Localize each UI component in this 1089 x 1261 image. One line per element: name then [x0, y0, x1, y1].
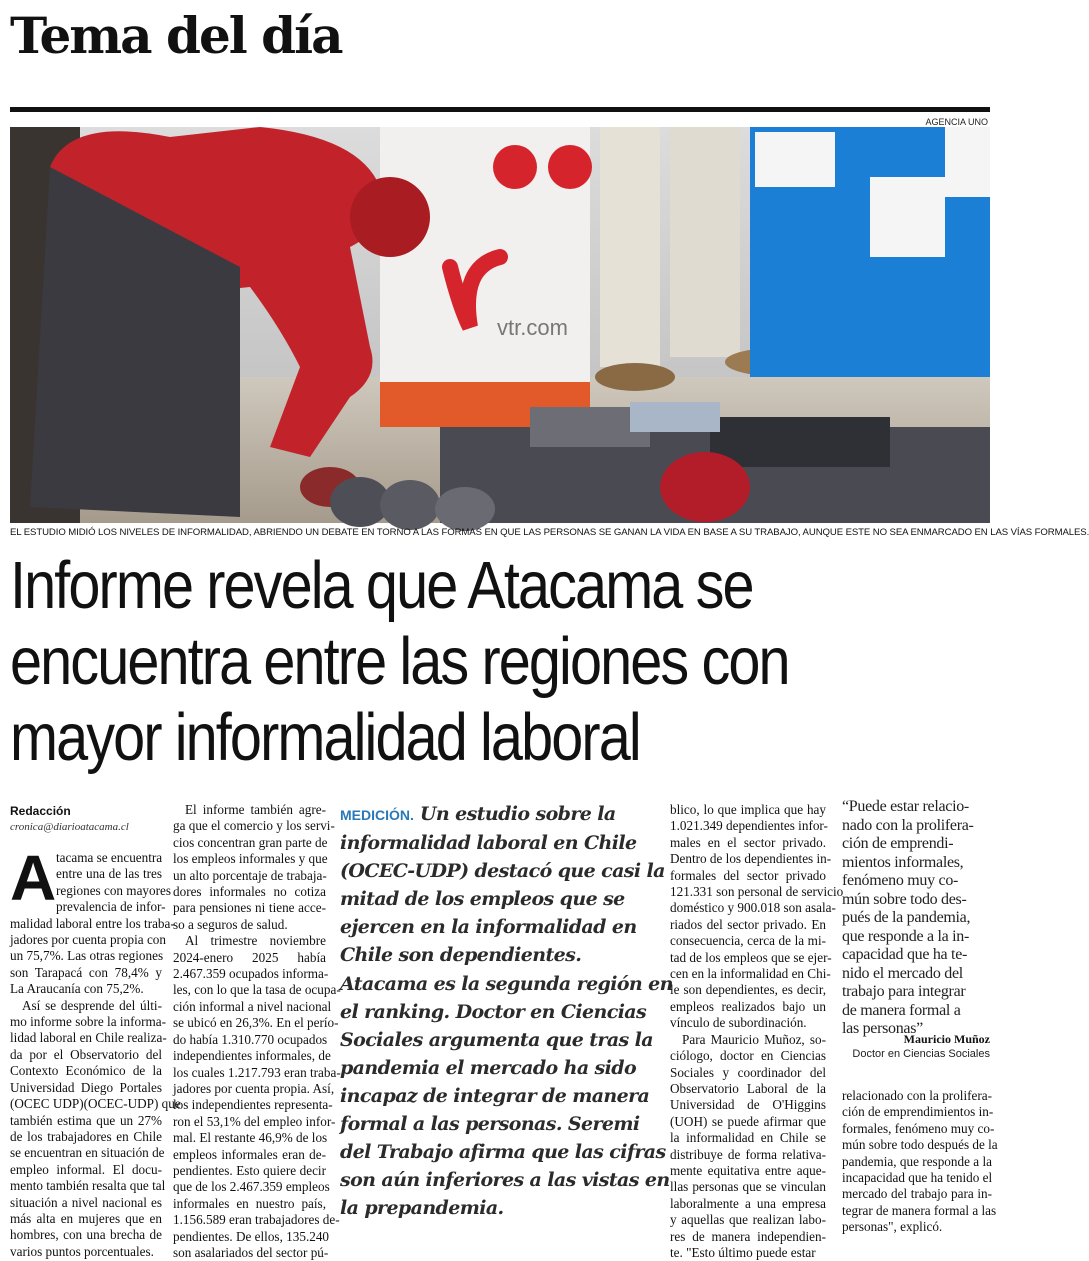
- text-line: y aquellas que realizan labo-: [670, 1212, 826, 1228]
- text-line: también estima que un 27%: [10, 1112, 162, 1128]
- text-line: los cuales 1.217.793 eran traba-: [173, 1064, 341, 1080]
- text-line: formales, fenómeno muy co-: [842, 1120, 995, 1136]
- lead-line: el ranking. Doctor en Ciencias: [340, 1000, 647, 1023]
- text-line: 121.331 son personal de servicio: [670, 884, 844, 900]
- headline-line: mayor informalidad laboral: [10, 700, 640, 775]
- pull-quote: [842, 798, 990, 1039]
- text-line: mento también resalta que tal: [10, 1178, 166, 1194]
- text-line: informales en nuestro país,: [173, 1195, 326, 1211]
- text-line: son Tarapacá con 78,4% y: [10, 964, 162, 980]
- text-line: tad de los empleos que se ejer-: [670, 949, 832, 965]
- headline-line: Informe revela que Atacama se: [10, 548, 753, 623]
- lead-line: ejercen en la informalidad en: [340, 916, 637, 939]
- text-line: dores informales no cotiza: [173, 884, 326, 900]
- text-line: un 75,7%. Las otras regiones: [10, 948, 164, 964]
- text-line: son asalariados del sector pú-: [173, 1244, 329, 1260]
- article-column-4: [670, 802, 844, 1261]
- text-line: mún sobre todo después de la: [842, 1137, 998, 1153]
- text-line: 1.156.589 eran trabajadores de-: [173, 1212, 340, 1228]
- lead-line: mitad de los empleos que se: [340, 888, 625, 911]
- text-line: que de los 2.467.359 empleos: [173, 1179, 330, 1195]
- text-line: los empleos informales y que: [173, 851, 328, 867]
- text-line: te. "Esto último puede estar: [670, 1244, 816, 1260]
- text-line: ción informal a nivel nacional: [173, 998, 332, 1014]
- lead-line: informalidad laboral en Chile: [340, 832, 637, 855]
- lead-line: MEDICIÓN. Un estudio sobre la: [340, 803, 616, 825]
- text-line: laboralmente a una empresa: [670, 1195, 826, 1211]
- text-line: empleos informales eran de-: [173, 1146, 326, 1162]
- text-line: independientes informales, de: [173, 1048, 331, 1064]
- text-line: tegrar de manera formal a las: [842, 1202, 997, 1218]
- byline-email[interactable]: cronica@diarioatacama.cl: [10, 821, 129, 833]
- quote-line: “Puede estar relacio-: [842, 798, 969, 815]
- text-line: entre una de las tres: [56, 866, 162, 882]
- text-line: (UOH) se puede afirmar que: [670, 1113, 826, 1129]
- byline-name: Redacción: [10, 804, 71, 818]
- text-line: mercado del trabajo para in-: [842, 1186, 992, 1202]
- text-line: más alta en mujeres que en: [10, 1210, 162, 1226]
- text-line: La Araucanía con 75,2%.: [10, 981, 144, 997]
- text-line: Universidad de O'Higgins: [670, 1097, 826, 1113]
- quote-line: trabajo para integrar: [842, 983, 966, 1000]
- text-line: relacionado con la prolifera-: [842, 1088, 992, 1103]
- text-line: jadores por cuenta propia. Así,: [173, 1080, 335, 1096]
- text-line: hombres, con una brecha de: [10, 1227, 162, 1243]
- headline: [10, 548, 990, 776]
- text-line: jadores por cuenta propia con: [10, 932, 166, 948]
- text-line: les, con lo que la tasa de ocupa-: [173, 982, 341, 998]
- lead-line: formal a las personas. Seremi: [340, 1113, 640, 1136]
- quote-line: mientos informales,: [842, 853, 964, 871]
- quote-line: nado con la prolifera-: [842, 816, 974, 834]
- lead-line: del Trabajo afirma que las cifras: [340, 1141, 666, 1164]
- text-line: Dentro de los dependientes in-: [670, 851, 832, 867]
- lead-line: son aún inferiores a las vistas en: [340, 1169, 670, 1192]
- blue-stall: [750, 127, 990, 377]
- text-line: ron el 53,1% del empleo infor-: [173, 1113, 336, 1129]
- text-line: personas", explicó.: [842, 1219, 943, 1235]
- lead-line: Atacama es la segunda región en: [340, 972, 673, 995]
- quote-author-role: Doctor en Ciencias Sociales: [852, 1048, 990, 1060]
- vtr-booth: [380, 127, 592, 427]
- text-line: se ubicó en 26,3%. En el perío-: [173, 1015, 339, 1031]
- lead-line: incapaz de integrar de manera: [340, 1084, 650, 1107]
- text-line: El informe también agre-: [185, 802, 326, 817]
- article-column-2: [173, 802, 341, 1261]
- text-line: mal. El restante 46,9% de los: [173, 1130, 328, 1146]
- quote-line: nido el mercado del: [842, 964, 963, 982]
- text-line: mo informe sobre la informa-: [10, 1014, 167, 1030]
- text-line: 1.021.349 dependientes infor-: [670, 818, 828, 834]
- drop-cap: A: [10, 842, 57, 914]
- text-line: vínculo de subordinación.: [670, 1015, 807, 1031]
- text-line: para pensiones ni tiene acce-: [173, 900, 326, 916]
- text-line: (OCEC UDP)(OCEC-UDP) que: [10, 1096, 181, 1112]
- text-line: da por el Observatorio del: [10, 1046, 162, 1062]
- text-line: doméstico y 900.018 son asala-: [670, 900, 836, 916]
- text-line: regiones con mayores: [56, 882, 171, 898]
- text-line: blico, lo que implica que hay: [670, 802, 826, 817]
- photo-caption: EL ESTUDIO MIDIÓ LOS NIVELES DE INFORMALIDAD, ABRIENDO UN DEBATE EN TORNO A LAS FORMAS EN QUE LAS PERSONAS SE GANAN LA VIDA EN BASE A SU TRABAJO, AUNQUE ESTE NO SEA ENMARCADO EN LAS VÍAS FORMALES.: [10, 527, 1089, 538]
- text-line: Al trimestre noviembre: [185, 933, 326, 949]
- lead-line: la prepandemia.: [340, 1197, 504, 1220]
- text-line: lidad laboral en Chile realiza-: [10, 1030, 167, 1046]
- text-line: la informalidad en Chile se: [670, 1130, 826, 1146]
- text-line: Observatorio Laboral de la: [670, 1080, 826, 1096]
- text-line: so a seguros de salud.: [173, 916, 288, 932]
- text-line: distribuye de forma relativa-: [670, 1146, 826, 1162]
- text-line: le son dependientes, es decir,: [670, 982, 826, 998]
- text-line: ga que el comercio y los servi-: [173, 818, 335, 834]
- text-line: pendientes. De ellos, 135.240: [173, 1228, 330, 1244]
- text-line: los independientes representa-: [173, 1097, 333, 1113]
- text-line: de los trabajadores en Chile: [10, 1128, 162, 1144]
- article-photo: [10, 127, 990, 523]
- quote-line: capacidad que ha te-: [842, 946, 968, 963]
- text-line: situación a nivel nacional es: [10, 1194, 162, 1210]
- lead-kicker: MEDICIÓN.: [340, 807, 414, 823]
- text-line: malidad laboral entre los traba-: [10, 915, 175, 931]
- text-line: pandemia, que responde a la: [842, 1153, 992, 1169]
- quote-line: de manera formal a: [842, 1001, 961, 1019]
- text-line: ción de emprendimientos in-: [842, 1104, 994, 1120]
- text-line: pendientes. Esto quiere decir: [173, 1162, 326, 1178]
- article-lead: [340, 800, 673, 1222]
- text-line: un alto porcentaje de trabaja-: [173, 867, 327, 883]
- section-title: Tema del día: [10, 6, 342, 65]
- text-line: Contexto Económico de la: [10, 1063, 162, 1079]
- article-column-5: [842, 1088, 998, 1236]
- text-line: males en el sector privado.: [670, 834, 826, 850]
- text-line: Universidad Diego Portales: [10, 1079, 162, 1095]
- headline-line: encuentra entre las regiones con: [10, 624, 789, 699]
- text-line: Así se desprende del últi-: [22, 997, 162, 1013]
- text-line: do había 1.310.770 ocupados: [173, 1031, 328, 1047]
- text-line: incapacidad que ha tenido el: [842, 1170, 993, 1186]
- quote-line: ción de emprendi-: [842, 835, 954, 852]
- text-line: 2.467.359 ocupados informa-: [173, 966, 329, 982]
- section-rule: [10, 107, 990, 112]
- text-line: llas personas que se vinculan: [670, 1179, 826, 1195]
- text-line: ciólogo, doctor en Ciencias: [670, 1048, 826, 1064]
- text-line: formales del sector privado: [670, 867, 826, 883]
- text-line: res de manera independien-: [670, 1228, 826, 1244]
- lead-line: (OCEC-UDP) destacó que casi la: [340, 860, 665, 883]
- text-line: riados del sector privado. En: [670, 916, 826, 932]
- text-line: varios puntos porcentuales.: [10, 1243, 154, 1259]
- quote-line: pués de la pandemia,: [842, 909, 971, 926]
- photo-credit: AGENCIA UNO: [925, 117, 988, 127]
- text-line: Sociales y coordinador del: [670, 1064, 826, 1080]
- text-line: cen en la informalidad en Chi-: [670, 966, 831, 982]
- quote-author: Mauricio Muñoz: [903, 1032, 990, 1046]
- article-column-1: [10, 850, 181, 1260]
- lead-line: Chile son dependientes.: [340, 944, 582, 967]
- quote-line: mún sobre todo des-: [842, 890, 967, 908]
- text-line: mente equitativa entre aque-: [670, 1162, 826, 1178]
- text-line: Para Mauricio Muñoz, so-: [682, 1031, 826, 1047]
- quote-line: que responde a la in-: [842, 927, 969, 945]
- lead-line: Sociales argumenta que tras la: [340, 1028, 653, 1051]
- lead-line: pandemia el mercado ha sido: [340, 1056, 637, 1079]
- text-line: tacama se encuentra: [56, 850, 163, 865]
- text-line: se encuentran en situación de: [10, 1145, 165, 1161]
- text-line: prevalencia de infor-: [56, 899, 166, 915]
- quote-line: las personas”: [842, 1020, 923, 1037]
- text-line: consecuencia, cerca de la mi-: [670, 933, 826, 949]
- text-line: cios concentran gran parte de: [173, 834, 328, 850]
- text-line: 2024-enero 2025 había: [173, 949, 326, 965]
- vtr-booth-text: vtr.com: [497, 315, 568, 340]
- text-line: empleos realizados bajo un: [670, 998, 826, 1014]
- text-line: empleo informal. El docu-: [10, 1161, 162, 1177]
- quote-line: fenómeno muy co-: [842, 872, 959, 889]
